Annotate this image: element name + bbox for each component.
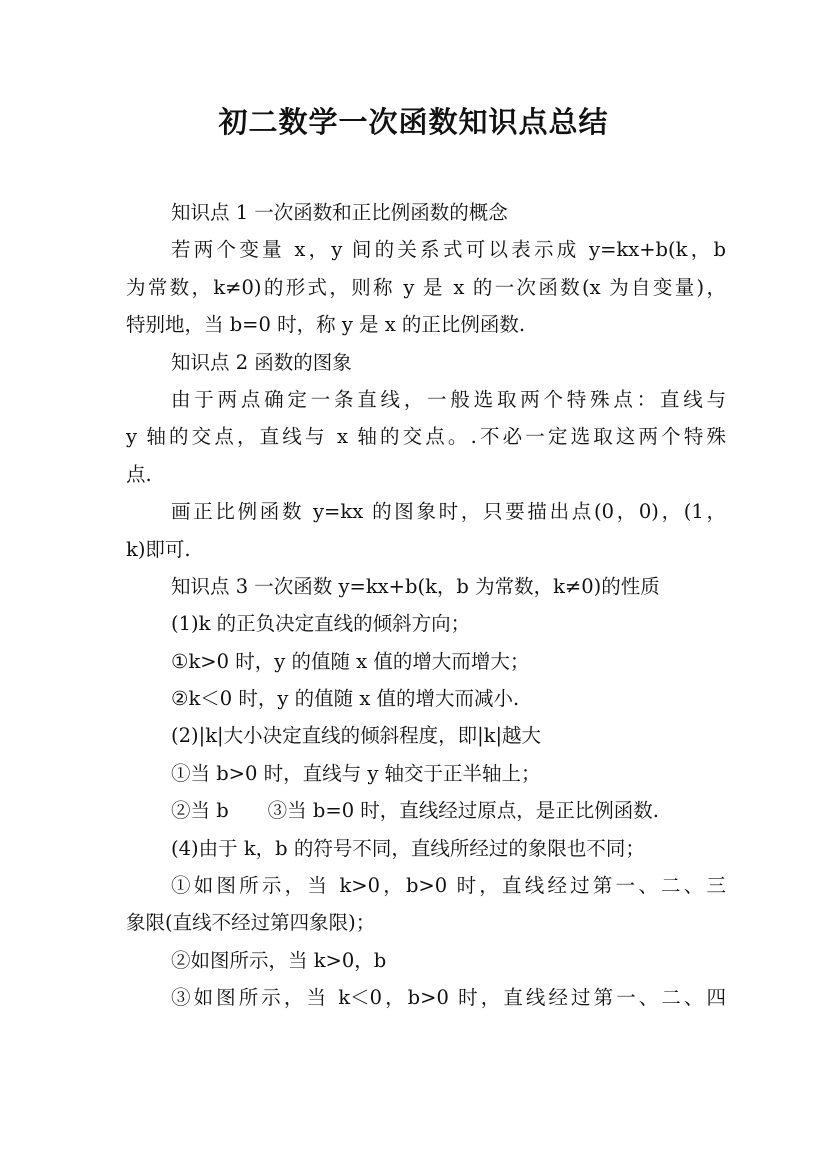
list-item: (4)由于 k，b 的符号不同，直线所经过的象限也不同； — [171, 836, 645, 860]
document-title: 初二数学一次函数知识点总结 — [218, 105, 609, 139]
heading-knowledge-point-3: 知识点 3 一次函数 y=kx+b(k，b 为常数，k≠0)的性质 — [171, 574, 660, 598]
list-item: (2)|k|大小决定直线的倾斜程度，即|k|越大 — [171, 724, 542, 748]
paragraph-line: 画正比例函数 y=kx 的图象时，只要描出点(0，0)，(1， — [171, 500, 726, 524]
list-item: ②当 b ③当 b=0 时，直线经过原点，是正比例函数. — [171, 799, 660, 823]
list-item: ①k>0 时，y 的值随 x 值的增大而增大； — [171, 649, 530, 673]
paragraph-line: 特别地，当 b=0 时，称 y 是 x 的正比例函数. — [126, 313, 526, 337]
list-item: ③如图所示，当 k＜0，b>0 时，直线经过第一、二、四 — [171, 986, 726, 1010]
paragraph-line: k)即可. — [126, 537, 191, 561]
list-item: (1)k 的正负决定直线的倾斜方向； — [171, 612, 471, 636]
list-item: ②k＜0 时，y 的值随 x 值的增大而减小. — [171, 687, 520, 711]
paragraph-line: 为常数，k≠0)的形式，则称 y 是 x 的一次函数(x 为自变量)， — [126, 275, 726, 299]
paragraph-line: 象限(直线不经过第四象限)； — [126, 911, 376, 935]
paragraph-line: 若两个变量 x，y 间的关系式可以表示成 y=kx+b(k，b — [171, 238, 726, 262]
list-item: ②如图所示，当 k>0，b — [171, 948, 387, 972]
paragraph-line: y 轴的交点，直线与 x 轴的交点。.不必一定选取这两个特殊 — [126, 425, 726, 449]
list-item: ①如图所示，当 k>0，b>0 时，直线经过第一、二、三 — [171, 874, 726, 898]
paragraph-line: 点. — [126, 462, 152, 486]
paragraph-line: 由于两点确定一条直线，一般选取两个特殊点：直线与 — [171, 387, 726, 411]
document-body — [126, 194, 726, 1017]
list-item: ①当 b>0 时，直线与 y 轴交于正半轴上； — [171, 761, 541, 785]
heading-knowledge-point-1: 知识点 1 一次函数和正比例函数的概念 — [171, 201, 508, 224]
heading-knowledge-point-2: 知识点 2 函数的图象 — [171, 350, 352, 374]
